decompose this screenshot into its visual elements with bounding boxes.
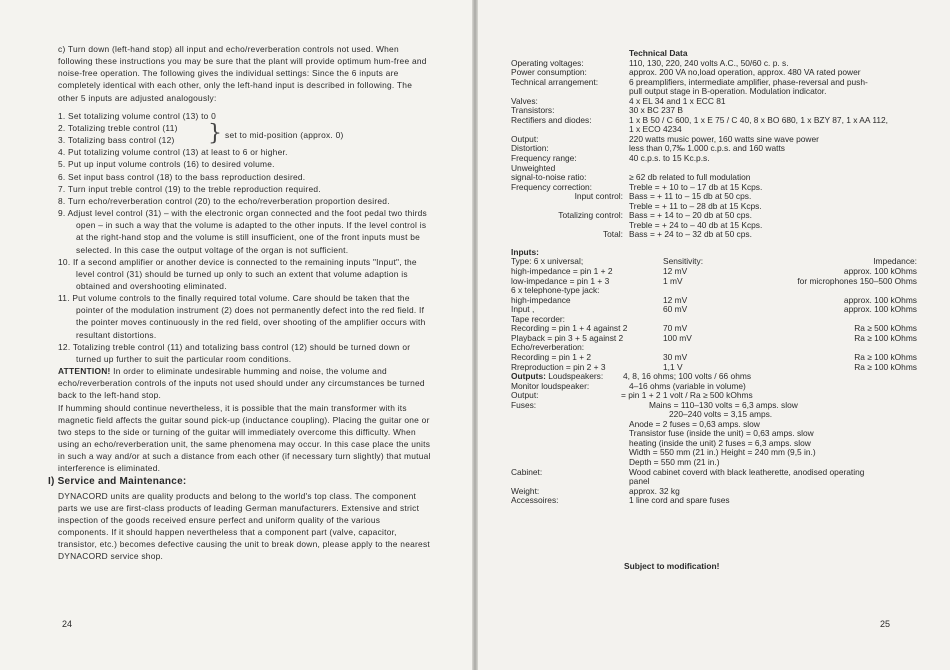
spec-cell: Rreproduction = pin 2 + 3 [511,361,606,372]
spec-cell: 12 mV [663,266,688,277]
spec-cell: Bass = + 14 to – 20 db at 50 cps. [629,210,752,221]
spec-cell: approx. 200 VA no,load operation, approx. 480 VA rated power [629,67,861,78]
output-row: Width = 550 mm (21 in.) Height = 240 mm (9,5 in.) [629,447,816,458]
spec-cell: Treble = + 10 to – 17 db at 15 Kcps. [629,181,763,192]
spec-cell: 30 x BC 237 B [629,105,684,116]
spec-cell: 6 preamplifiers, intermediate amplifier, phase-reversal and push- [629,76,868,87]
output-row: Output: = pin 1 + 2 1 volt / Ra ≥ 500 kOhms [511,390,753,401]
attention-text: In order to eliminate undesirable humming and noise, the volume and echo/reverberation controls of the inputs not used should under any circumstances be turned back to the left-hand stop. [58,366,425,401]
spec-cell: 40 c.p.s. to 15 Kc.p.s. [629,153,710,164]
spec-cell: Valves: [511,95,538,106]
spec-cell: approx. 100 kOhms [843,304,917,315]
step-1: 1. Set totalizing volume control (13) to 0 [58,110,217,121]
spec-row [511,230,931,240]
spec-row [511,154,931,164]
spec-cell: Transistors: [511,105,555,116]
spec-cell: ≥ 62 db related to full modulation [629,172,751,183]
spec-cell: 4 x EL 34 and 1 x ECC 81 [629,95,726,106]
spec-cell: Tape recorder: [511,313,565,324]
output-row: Fuses: Mains = 110–130 volts = 6,3 amps. slow [511,399,798,410]
brace-glyph: } [208,120,223,146]
step-3: 3. Totalizing bass control (12) [58,135,175,146]
spec-cell: Input control: [574,191,623,202]
spec-cell: approx. 100 kOhms [843,266,917,277]
step-11: 11. Put volume controls to the finally required total volume. Care should be taken that the pointer of the modulation instrument (2) does not permanently defect into the red field. If the pointer moves continuously in the red field, over shooting of the amplifier occurs with resultant distortions. [58,293,426,340]
spec-cell: Treble = + 11 to – 28 db at 15 Kcps. [629,200,762,211]
output-row: panel [629,476,650,487]
spec-cell: 110, 130, 220, 240 volts A.C., 50/60 c. p. s. [629,57,789,68]
left-page-text [48,43,433,563]
spec-row [511,97,931,107]
output-row: Outputs: Loudspeakers: 4, 8, 16 ohms; 100 volts / 66 ohms [511,371,752,382]
spec-cell: Bass = + 11 to – 15 db at 50 cps. [629,191,752,202]
page-number-left: 24 [62,619,73,629]
inputs-label: Inputs: [511,246,539,257]
service-paragraph: DYNACORD units are quality products and belong to the world's top class. The component parts we use are first-class products of leading German manufacturers. Extensive and strict inspection of the goods received ensure perfect and uniform quality of the various components. If it should happen nevertheless that a component part (valve, capacitor, transistor, etc.) becomes defective causing the unit to break down, please apply to the nearest DYNACORD service shop. [58,490,430,562]
spec-cell: Unweighted [511,162,556,173]
spec-cell: Impedance: [873,256,917,267]
outputs-table [511,372,931,506]
spec-cell: 12 mV [663,294,688,305]
spec-cell: low-impedance = pin 1 + 3 [511,275,610,286]
spec-cell: Technical arrangement: [511,76,599,87]
step-5: 5. Put up input volume controls (16) to desired volume. [58,159,275,170]
spec-cell: Recording = pin 1 + 2 [511,351,592,362]
spec-cell: Frequency correction: [511,181,592,192]
technical-data-title: Technical Data [629,48,688,58]
spec-cell: Distortion: [511,143,549,154]
output-row: 220–240 volts = 3,15 amps. [669,409,773,420]
spec-cell: Bass = + 24 to – 32 db at 50 cps. [629,229,752,240]
technical-data [511,49,931,506]
spec-cell: Type: 6 x universal; [511,256,584,267]
spec-cell: 1 x B 50 / C 600, 1 x E 75 / C 40, 8 x BO 680, 1 x BZY 87, 1 x AA 112, [629,114,888,125]
step-9: 9. Adjust level control (31) – with the electronic organ connected and the foot pedal two thirds open – in such a way that the volume is adapted to the other inputs. If the level control is at the right-hand stop and the volume is still insufficient, one of the front inputs must be selected. In this case the output voltage of the organ is not sufficient. [58,208,427,255]
spec-cell: pull output stage in B-operation. Modulation indicator. [629,86,827,97]
spec-cell: 1 mV [663,275,683,286]
book-gutter [472,0,478,670]
spec-cell: Power consumption: [511,67,587,78]
spec-cell: Output: [511,133,539,144]
spec-cell: Sensitivity: [663,256,704,267]
intro-paragraph: c) Turn down (left-hand stop) all input and echo/reverberation controls not used. When following these instructions you may be sure that the plant will provide optimum hum-free and noise-free operation. The following gives the individual settings: Since the 6 inputs are completely identical with each other, only the left-hand input is described in following. The other 5 inputs are adjusted analogously: [58,44,427,103]
spec-cell: Operating voltages: [511,57,584,68]
step-7: 7. Turn input treble control (19) to the treble reproduction required. [58,183,321,194]
output-row: heating (inside the unit) 2 fuses = 6,3 amps. slow [629,437,811,448]
attention-label: ATTENTION! [58,366,111,377]
spec-cell: Input , [511,304,535,315]
output-row: Cabinet: Wood cabinet coverd with black leatherette, anodised operating [511,466,865,477]
steps-2-3 [58,122,433,146]
page-number-right: 25 [880,619,891,629]
spec-cell: Frequency range: [511,153,577,164]
spec-cell: 70 mV [663,323,688,334]
spec-cell: high-impedance [511,294,571,305]
step-2: 2. Totalizing treble control (11) [58,122,178,133]
spec-cell: Total: [602,229,623,240]
service-heading: I) Service and Maintenance: [48,476,187,488]
spec-cell: less than 0,7‰ 1.000 c.p.s. and 160 watts [629,143,785,154]
output-row: Depth = 550 mm (21 in.) [629,456,720,467]
spec-cell: Ra ≥ 500 kOhms [854,323,917,334]
spec-cell: Ra ≥ 100 kOhms [854,351,917,362]
step-6: 6. Set input bass control (18) to the bass reproduction desired. [58,171,306,182]
spec-cell: 1 x ECO 4234 [629,124,682,135]
spec-cell: approx. 100 kOhms [843,294,917,305]
spec-cell: Ra ≥ 100 kOhms [854,332,917,343]
spec-cell: Ra ≥ 100 kOhms [854,361,917,372]
spec-cell: for microphones 150–500 Ohms [797,275,917,286]
spec-cell: Echo/reverberation: [511,342,585,353]
output-row: Accessoires: 1 line cord and spare fuses [511,495,730,506]
spec-cell: 1,1 V [663,361,683,372]
spec-row [511,116,931,126]
spec-cell: Rectifiers and diodes: [511,114,592,125]
hum-paragraph: If humming should continue nevertheless, it is possible that the main transformer with its magnetic field affects the guitar sound pick-up (inductance coupling). Placing the guitar one or two steps to the side or turning of the guitar will immediately overcome this difficulty. When using an echo/reverberation unit, the same phenomena may occur. In this case place the units in such a way and/or at such a distance from each other (if necessary turn slightly) that mutual interference is eliminated. [58,402,431,474]
spec-cell: 100 mV [663,332,692,343]
spec-cell: Totalizing control: [558,210,623,221]
inputs-table [511,257,931,372]
step-8: 8. Turn echo/reverberation control (20) to the echo/reverberation proportion desired. [58,195,390,206]
spec-cell: high-impedance = pin 1 + 2 [511,266,613,277]
spec-cell: signal-to-noise ratio: [511,172,587,183]
output-row: Anode = 2 fuses = 0,63 amps. slow [629,418,760,429]
spec-cell: Treble = + 24 to – 40 db at 15 Kcps. [629,219,763,230]
attention-paragraph [58,365,433,401]
spec-cell: Recording = pin 1 + 4 against 2 [511,323,628,334]
spec-cell: 60 mV [663,304,688,315]
output-row: Monitor loudspeaker: 4–16 ohms (variable in volume) [511,380,746,391]
step-10: 10. If a second amplifier or another device is connected to the remaining inputs "Input", the level control (31) should be turned up only to such an extent that volume adaption is obtained and overshooting eliminated. [58,256,417,291]
spec-cell: 30 mV [663,351,688,362]
output-row: Transistor fuse (inside the unit) = 0,63 amps. slow [629,428,814,439]
brace-note: set to mid-position (approx. 0) [225,129,344,140]
spec-cell: 220 watts music power, 160 watts sine wave power [629,133,819,144]
spec-row [511,305,931,315]
spec-cell: 6 x telephone-type jack: [511,285,600,296]
spec-table [511,59,931,240]
spec-cell: Playback = pin 3 + 5 against 2 [511,332,624,343]
output-row: Weight: approx. 32 kg [511,485,680,496]
step-12: 12. Totalizing treble control (11) and totalizing bass control (12) should be turned down or turned up further to suit the particular room conditions. [58,341,411,364]
subject-to-modification: Subject to modification! [624,561,720,571]
step-4: 4. Put totalizing volume control (13) at least to 6 or higher. [58,147,288,158]
